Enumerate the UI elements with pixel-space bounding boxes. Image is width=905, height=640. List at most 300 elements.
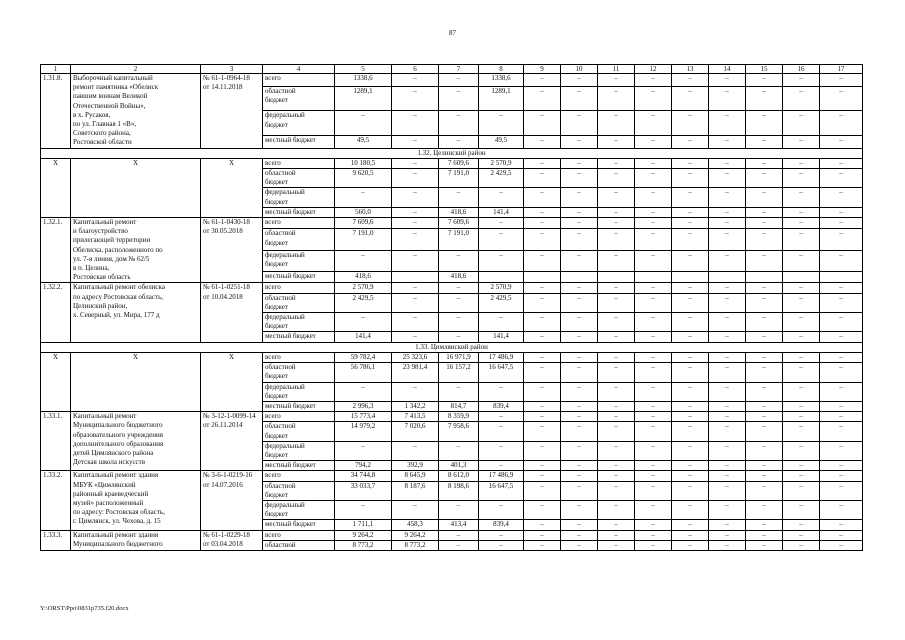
value-cell: – (479, 422, 524, 441)
value-cell: – (439, 188, 479, 207)
value-cell: 16 647,5 (479, 481, 524, 500)
value-cell: 418,6 (335, 272, 392, 283)
value-cell: – (392, 207, 439, 217)
table-row (41, 530, 863, 540)
value-cell: – (746, 250, 783, 271)
value-cell: – (561, 540, 598, 550)
section-title: 1.32. Целинский район (41, 148, 863, 158)
value-cell: – (709, 401, 746, 411)
value-cell: – (783, 169, 820, 188)
funding-source: федеральный бюджет (263, 382, 335, 401)
value-cell: – (561, 218, 598, 229)
value-cell: – (439, 500, 479, 519)
value-cell: – (561, 86, 598, 110)
value-cell: – (524, 207, 561, 217)
value-cell: – (524, 188, 561, 207)
value-cell: – (672, 363, 709, 382)
value-cell: – (598, 158, 635, 168)
value-cell: 14 979,2 (335, 422, 392, 441)
header-cell: 3 (201, 65, 263, 74)
value-cell: – (524, 250, 561, 271)
value-cell: – (561, 471, 598, 481)
value-cell: – (783, 158, 820, 168)
value-cell: 7 191,0 (439, 229, 479, 250)
value-cell: – (561, 500, 598, 519)
value-cell: – (561, 332, 598, 342)
value-cell: 8 359,9 (439, 412, 479, 422)
value-cell: – (820, 500, 863, 519)
funding-source: федеральный бюджет (263, 313, 335, 332)
value-cell: – (561, 481, 598, 500)
value-cell: – (479, 540, 524, 550)
value-cell: – (709, 207, 746, 217)
value-cell: 2 570,9 (479, 283, 524, 293)
value-cell: – (746, 382, 783, 401)
funding-source: всего (263, 530, 335, 540)
value-cell: – (479, 500, 524, 519)
value-cell: – (783, 352, 820, 362)
value-cell: – (783, 250, 820, 271)
value-cell: – (820, 158, 863, 168)
funding-source: федеральный бюджет (263, 250, 335, 271)
section-title: 1.33. Цимлянский район (41, 342, 863, 352)
header-cell: 13 (672, 65, 709, 74)
value-cell: – (820, 422, 863, 441)
value-cell: – (598, 540, 635, 550)
value-cell: – (524, 500, 561, 519)
value-cell: – (783, 481, 820, 500)
value-cell: – (561, 283, 598, 293)
table-row (41, 471, 863, 481)
value-cell: – (783, 520, 820, 530)
value-cell: – (635, 540, 672, 550)
value-cell: – (709, 520, 746, 530)
item-number: 1.33.2. (41, 471, 71, 530)
value-cell: – (439, 74, 479, 87)
value-cell: 839,4 (479, 401, 524, 411)
value-cell (635, 272, 672, 283)
value-cell: – (598, 500, 635, 519)
value-cell: – (820, 293, 863, 312)
value-cell: – (598, 313, 635, 332)
value-cell: – (561, 111, 598, 135)
value-cell: – (524, 401, 561, 411)
value-cell: – (746, 111, 783, 135)
value-cell: – (598, 441, 635, 460)
header-cell: 4 (263, 65, 335, 74)
value-cell: – (783, 500, 820, 519)
value-cell: 49,5 (335, 135, 392, 148)
value-cell: – (439, 111, 479, 135)
value-cell: – (479, 441, 524, 460)
value-cell: – (598, 207, 635, 217)
value-cell: 7 413,5 (392, 412, 439, 422)
value-cell: – (635, 283, 672, 293)
value-cell: – (672, 158, 709, 168)
value-cell: – (561, 135, 598, 148)
value-cell: – (746, 422, 783, 441)
funding-source: областной бюджет (263, 229, 335, 250)
value-cell: – (635, 293, 672, 312)
funding-source: федеральный бюджет (263, 111, 335, 135)
value-cell: – (392, 169, 439, 188)
funding-source: областной бюджет (263, 169, 335, 188)
value-cell: – (709, 111, 746, 135)
value-cell: – (524, 352, 561, 362)
value-cell: – (524, 382, 561, 401)
value-cell: – (672, 352, 709, 362)
value-cell: – (672, 250, 709, 271)
value-cell: 23 981,4 (392, 363, 439, 382)
value-cell: – (672, 500, 709, 519)
header-row (41, 65, 863, 74)
value-cell: – (598, 401, 635, 411)
value-cell: – (635, 481, 672, 500)
item-name: Капитальный ремонт обелиска по адресу Ростовская область, Целинский район, х. Северный, ул. Мира, 177 д (71, 283, 201, 342)
funding-source: областной бюджет (263, 363, 335, 382)
value-cell: – (783, 229, 820, 250)
header-cell: 17 (820, 65, 863, 74)
value-cell: – (709, 229, 746, 250)
value-cell: – (746, 332, 783, 342)
value-cell: 8 645,9 (392, 471, 439, 481)
value-cell: – (524, 158, 561, 168)
value-cell: – (392, 86, 439, 110)
value-cell: – (392, 313, 439, 332)
value-cell: – (746, 169, 783, 188)
value-cell: – (635, 401, 672, 411)
value-cell: – (439, 135, 479, 148)
value-cell: 7 191,0 (335, 229, 392, 250)
value-cell: – (561, 158, 598, 168)
value-cell: – (820, 363, 863, 382)
value-cell: – (561, 520, 598, 530)
value-cell: – (598, 471, 635, 481)
value-cell: 16 971,9 (439, 352, 479, 362)
value-cell: 2 570,9 (335, 283, 392, 293)
value-cell: – (672, 135, 709, 148)
header-cell: 2 (71, 65, 201, 74)
value-cell: – (524, 293, 561, 312)
value-cell: 794,2 (335, 461, 392, 471)
value-cell: – (335, 188, 392, 207)
value-cell: – (820, 401, 863, 411)
value-cell: – (746, 135, 783, 148)
value-cell: – (439, 283, 479, 293)
value-cell: – (479, 218, 524, 229)
table-row (41, 352, 863, 362)
value-cell: – (439, 540, 479, 550)
value-cell: – (709, 352, 746, 362)
funding-source: областной бюджет (263, 86, 335, 110)
value-cell: – (598, 412, 635, 422)
value-cell: – (598, 382, 635, 401)
value-cell: – (479, 229, 524, 250)
header-cell: 10 (561, 65, 598, 74)
value-cell: – (635, 461, 672, 471)
funding-source: местный бюджет (263, 401, 335, 411)
header-cell: 9 (524, 65, 561, 74)
value-cell: – (820, 481, 863, 500)
value-cell: – (672, 313, 709, 332)
item-number: 1.33.1. (41, 412, 71, 471)
value-cell: 2 429,5 (479, 293, 524, 312)
value-cell: – (635, 382, 672, 401)
value-cell: 9 264,2 (392, 530, 439, 540)
value-cell: – (635, 363, 672, 382)
value-cell: – (672, 461, 709, 471)
value-cell: 7 609,6 (439, 158, 479, 168)
value-cell: 15 773,4 (335, 412, 392, 422)
value-cell: 16 157,2 (439, 363, 479, 382)
value-cell: – (820, 352, 863, 362)
value-cell: – (335, 382, 392, 401)
item-document: Х (201, 352, 263, 411)
value-cell: 16 647,5 (479, 363, 524, 382)
value-cell: – (709, 530, 746, 540)
funding-source: всего (263, 218, 335, 229)
value-cell: – (561, 382, 598, 401)
funding-source: всего (263, 471, 335, 481)
value-cell: 1338,6 (335, 74, 392, 87)
funding-source: всего (263, 412, 335, 422)
value-cell: 7 958,6 (439, 422, 479, 441)
value-cell: – (783, 363, 820, 382)
value-cell: – (524, 332, 561, 342)
value-cell: – (524, 169, 561, 188)
value-cell: – (479, 530, 524, 540)
value-cell: – (524, 412, 561, 422)
value-cell: – (392, 74, 439, 87)
value-cell: 49,5 (479, 135, 524, 148)
value-cell: 56 786,1 (335, 363, 392, 382)
value-cell: 8 198,6 (439, 481, 479, 500)
value-cell: – (598, 218, 635, 229)
value-cell: – (479, 382, 524, 401)
value-cell: – (524, 530, 561, 540)
value-cell: – (635, 520, 672, 530)
funding-source: местный бюджет (263, 207, 335, 217)
value-cell: – (635, 74, 672, 87)
item-document: № 61-1-0229-18 от 03.04.2018 (201, 530, 263, 550)
value-cell: – (672, 441, 709, 460)
value-cell (746, 272, 783, 283)
value-cell: – (479, 412, 524, 422)
item-number: Х (41, 352, 71, 411)
value-cell: – (598, 461, 635, 471)
funding-source: федеральный бюджет (263, 441, 335, 460)
value-cell: 17 486,9 (479, 352, 524, 362)
value-cell: – (709, 86, 746, 110)
table-row (41, 218, 863, 229)
value-cell: – (524, 481, 561, 500)
value-cell: – (335, 441, 392, 460)
item-document: № 61-1-0251-18 от 10.04.2018 (201, 283, 263, 342)
value-cell: – (598, 352, 635, 362)
value-cell: – (392, 441, 439, 460)
value-cell: – (561, 352, 598, 362)
value-cell: 9 620,5 (335, 169, 392, 188)
value-cell: – (746, 401, 783, 411)
value-cell (561, 272, 598, 283)
item-document: № 61-1-0430-18 от 30.05.2018 (201, 218, 263, 283)
value-cell: – (635, 250, 672, 271)
value-cell: – (635, 412, 672, 422)
value-cell: – (820, 74, 863, 87)
item-document: Х (201, 158, 263, 217)
value-cell: – (598, 86, 635, 110)
value-cell (524, 272, 561, 283)
section-row (41, 148, 863, 158)
value-cell: – (783, 471, 820, 481)
value-cell: – (783, 332, 820, 342)
value-cell: – (820, 229, 863, 250)
funding-source: местный бюджет (263, 135, 335, 148)
value-cell: – (746, 188, 783, 207)
value-cell: 7 020,6 (392, 422, 439, 441)
value-cell: – (672, 481, 709, 500)
value-cell: – (598, 520, 635, 530)
value-cell: – (820, 540, 863, 550)
value-cell (598, 272, 635, 283)
value-cell: – (672, 401, 709, 411)
value-cell: – (392, 283, 439, 293)
header-cell: 15 (746, 65, 783, 74)
value-cell: – (598, 481, 635, 500)
header-cell: 16 (783, 65, 820, 74)
value-cell: – (746, 352, 783, 362)
item-name: Капитальный ремонт здания Муниципального бюджетного (71, 530, 201, 550)
value-cell: – (392, 332, 439, 342)
value-cell: – (524, 422, 561, 441)
value-cell: 1 342,2 (392, 401, 439, 411)
value-cell: – (524, 540, 561, 550)
value-cell: – (672, 422, 709, 441)
value-cell: 7 191,0 (439, 169, 479, 188)
item-number: 1.32.1. (41, 218, 71, 283)
value-cell: – (479, 111, 524, 135)
value-cell: – (524, 461, 561, 471)
value-cell: – (524, 313, 561, 332)
value-cell: – (392, 382, 439, 401)
value-cell: 1289,1 (335, 86, 392, 110)
item-name: Выборочный капитальный ремонт памятника «Обелиск павшим воинам Великой Отечественной Войны», в х. Русаков, по ул. Главная 1 «В», Советского района, Ростовской области (71, 74, 201, 149)
value-cell: – (335, 313, 392, 332)
value-cell: – (598, 283, 635, 293)
value-cell: – (709, 313, 746, 332)
value-cell: – (635, 86, 672, 110)
value-cell: 7 609,6 (335, 218, 392, 229)
value-cell: – (672, 111, 709, 135)
value-cell: – (783, 530, 820, 540)
value-cell: 560,0 (335, 207, 392, 217)
value-cell: – (783, 207, 820, 217)
value-cell: – (439, 441, 479, 460)
value-cell: – (783, 313, 820, 332)
value-cell: 8 773,2 (335, 540, 392, 550)
value-cell: – (439, 250, 479, 271)
value-cell: – (635, 207, 672, 217)
value-cell: 141,4 (335, 332, 392, 342)
value-cell: – (746, 363, 783, 382)
item-name: Х (71, 158, 201, 217)
value-cell: – (479, 313, 524, 332)
value-cell: – (635, 500, 672, 519)
value-cell: – (709, 382, 746, 401)
value-cell: – (783, 283, 820, 293)
value-cell: 2 996,3 (335, 401, 392, 411)
header-cell: 8 (479, 65, 524, 74)
value-cell: 9 264,2 (335, 530, 392, 540)
value-cell: 10 180,5 (335, 158, 392, 168)
header-cell: 6 (392, 65, 439, 74)
item-number: Х (41, 158, 71, 217)
value-cell: – (709, 461, 746, 471)
value-cell: – (635, 158, 672, 168)
value-cell: 2 570,9 (479, 158, 524, 168)
value-cell: – (672, 540, 709, 550)
funding-source: областной бюджет (263, 422, 335, 441)
funding-source: местный бюджет (263, 272, 335, 283)
value-cell: – (479, 250, 524, 271)
value-cell (783, 272, 820, 283)
value-cell: – (635, 471, 672, 481)
value-cell: – (672, 169, 709, 188)
value-cell: – (598, 169, 635, 188)
value-cell: – (439, 530, 479, 540)
value-cell: 8 773,2 (392, 540, 439, 550)
value-cell: 8 612,0 (439, 471, 479, 481)
value-cell: 2 429,5 (335, 293, 392, 312)
value-cell: 1338,6 (479, 74, 524, 87)
value-cell: – (783, 540, 820, 550)
value-cell: – (709, 135, 746, 148)
header-cell: 1 (41, 65, 71, 74)
funding-source: областной бюджет (263, 481, 335, 500)
value-cell: – (561, 207, 598, 217)
value-cell: 418,6 (439, 272, 479, 283)
value-cell: – (820, 471, 863, 481)
value-cell: – (746, 412, 783, 422)
value-cell: – (561, 422, 598, 441)
page-number: 87 (449, 29, 456, 37)
value-cell: – (709, 250, 746, 271)
header-cell: 11 (598, 65, 635, 74)
funding-source: федеральный бюджет (263, 188, 335, 207)
value-cell: – (335, 250, 392, 271)
value-cell: – (820, 188, 863, 207)
value-cell: 141,4 (479, 332, 524, 342)
value-cell: – (709, 293, 746, 312)
value-cell: – (820, 135, 863, 148)
value-cell: – (709, 188, 746, 207)
value-cell: – (783, 461, 820, 471)
value-cell: – (672, 382, 709, 401)
value-cell: – (783, 111, 820, 135)
value-cell: – (439, 293, 479, 312)
value-cell: – (392, 188, 439, 207)
value-cell: – (392, 111, 439, 135)
value-cell: – (746, 441, 783, 460)
funding-source: всего (263, 158, 335, 168)
value-cell: – (709, 363, 746, 382)
value-cell: – (598, 293, 635, 312)
item-number: 1.33.3. (41, 530, 71, 550)
value-cell: – (598, 250, 635, 271)
value-cell: – (672, 283, 709, 293)
value-cell: – (746, 500, 783, 519)
value-cell: – (561, 229, 598, 250)
